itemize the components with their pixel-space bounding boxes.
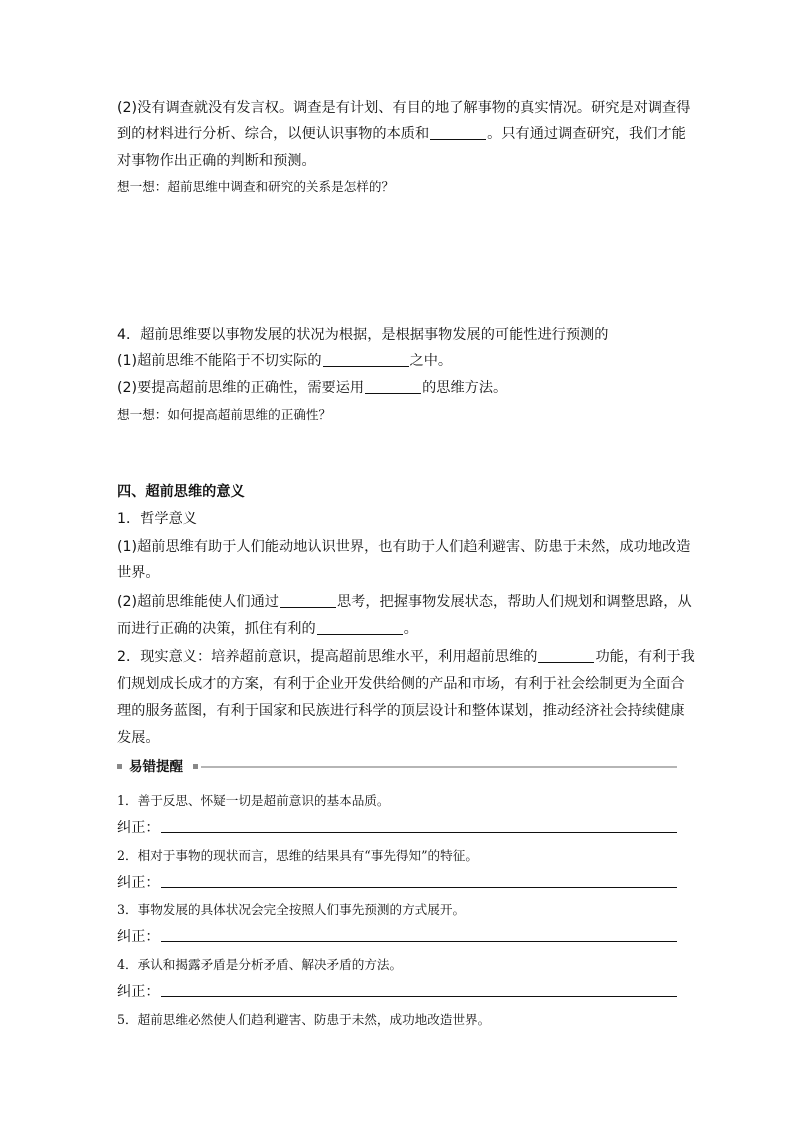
tip-item: 3．事物发展的具体状况会完全按照人们事先预测的方式展开。 bbox=[117, 902, 466, 917]
answer-blank[interactable] bbox=[365, 379, 421, 394]
item-4-1: (1)超前思维不能陷于不切实际的 之中。 bbox=[117, 353, 453, 369]
correction-label: 纠正： bbox=[117, 929, 160, 945]
sub-2-line2: 们规划成长成才的方案，有利于企业开发供给侧的产品和市场，有利于社会绘制更为全面合 bbox=[117, 676, 685, 692]
correction-label: 纠正： bbox=[117, 820, 160, 836]
answer-blank[interactable] bbox=[280, 593, 336, 608]
item-4-title: 4．超前思维要以事物发展的状况为根据，是根据事物发展的可能性进行预测的 bbox=[117, 327, 609, 343]
tip-item: 2．相对于事物的现状而言，思维的结果具有“事先得知”的特征。 bbox=[117, 848, 478, 863]
paragraph-3-2-line2: 到的材料进行分析、综合，以便认识事物的本质和 。只有通过调查研究，我们才能 bbox=[117, 126, 686, 142]
answer-blank[interactable] bbox=[317, 620, 403, 635]
square-bullet-icon bbox=[193, 764, 198, 769]
error-tips-header bbox=[117, 757, 677, 777]
tip-item: 1．善于反思、怀疑一切是超前意识的基本品质。 bbox=[117, 793, 390, 808]
tip-item: 5．超前思维必然使人们趋利避害、防患于未然，成功地改造世界。 bbox=[117, 1012, 491, 1027]
correction-label: 纠正： bbox=[117, 875, 160, 891]
section-heading: 四、超前思维的意义 bbox=[117, 484, 245, 500]
divider bbox=[201, 766, 677, 768]
paragraph-1-line2: 世界。 bbox=[117, 565, 160, 581]
answer-blank[interactable] bbox=[323, 352, 409, 367]
sub-heading-1: 1．哲学意义 bbox=[117, 511, 197, 527]
paragraph-3-2-line3: 对事物作出正确的判断和预测。 bbox=[117, 153, 316, 169]
sub-2-line4: 发展。 bbox=[117, 730, 160, 746]
correction-label: 纠正： bbox=[117, 984, 160, 1000]
answer-blank[interactable] bbox=[430, 125, 486, 140]
tip-item: 4．承认和揭露矛盾是分析矛盾、解决矛盾的方法。 bbox=[117, 957, 403, 972]
sub-2-line3: 理的服务蓝图，有利于国家和民族进行科学的顶层设计和整体谋划，推动经济社会持续健康 bbox=[117, 703, 685, 719]
sub-2-line1: 2．现实意义：培养超前意识，提高超前思维水平，利用超前思维的 功能，有利于我 bbox=[117, 649, 695, 665]
correction-answer-line[interactable] bbox=[161, 832, 677, 833]
item-4-2: (2)要提高超前思维的正确性，需要运用 的思维方法。 bbox=[117, 380, 508, 396]
square-bullet-icon bbox=[117, 764, 122, 769]
paragraph-3-2-line1: (2)没有调查就没有发言权。调查是有计划、有目的地了解事物的真实情况。研究是对调查得 bbox=[117, 100, 691, 116]
think-question-2: 想一想：如何提高超前思维的正确性？ bbox=[117, 407, 332, 422]
paragraph-1-line1: (1)超前思维有助于人们能动地认识世界，也有助于人们趋利避害、防患于未然，成功地改造 bbox=[117, 539, 691, 555]
correction-answer-line[interactable] bbox=[161, 887, 677, 888]
think-question-1: 想一想：超前思维中调查和研究的关系是怎样的？ bbox=[117, 179, 395, 194]
correction-answer-line[interactable] bbox=[161, 996, 677, 997]
paragraph-2-line1: (2)超前思维能使人们通过 思考，把握事物发展状态，帮助人们规划和调整思路，从 bbox=[117, 594, 692, 610]
error-tips-label: 易错提醒 bbox=[129, 759, 183, 775]
correction-answer-line[interactable] bbox=[161, 941, 677, 942]
answer-blank[interactable] bbox=[538, 648, 594, 663]
paragraph-2-line2: 而进行正确的决策，抓住有利的 。 bbox=[117, 621, 418, 637]
